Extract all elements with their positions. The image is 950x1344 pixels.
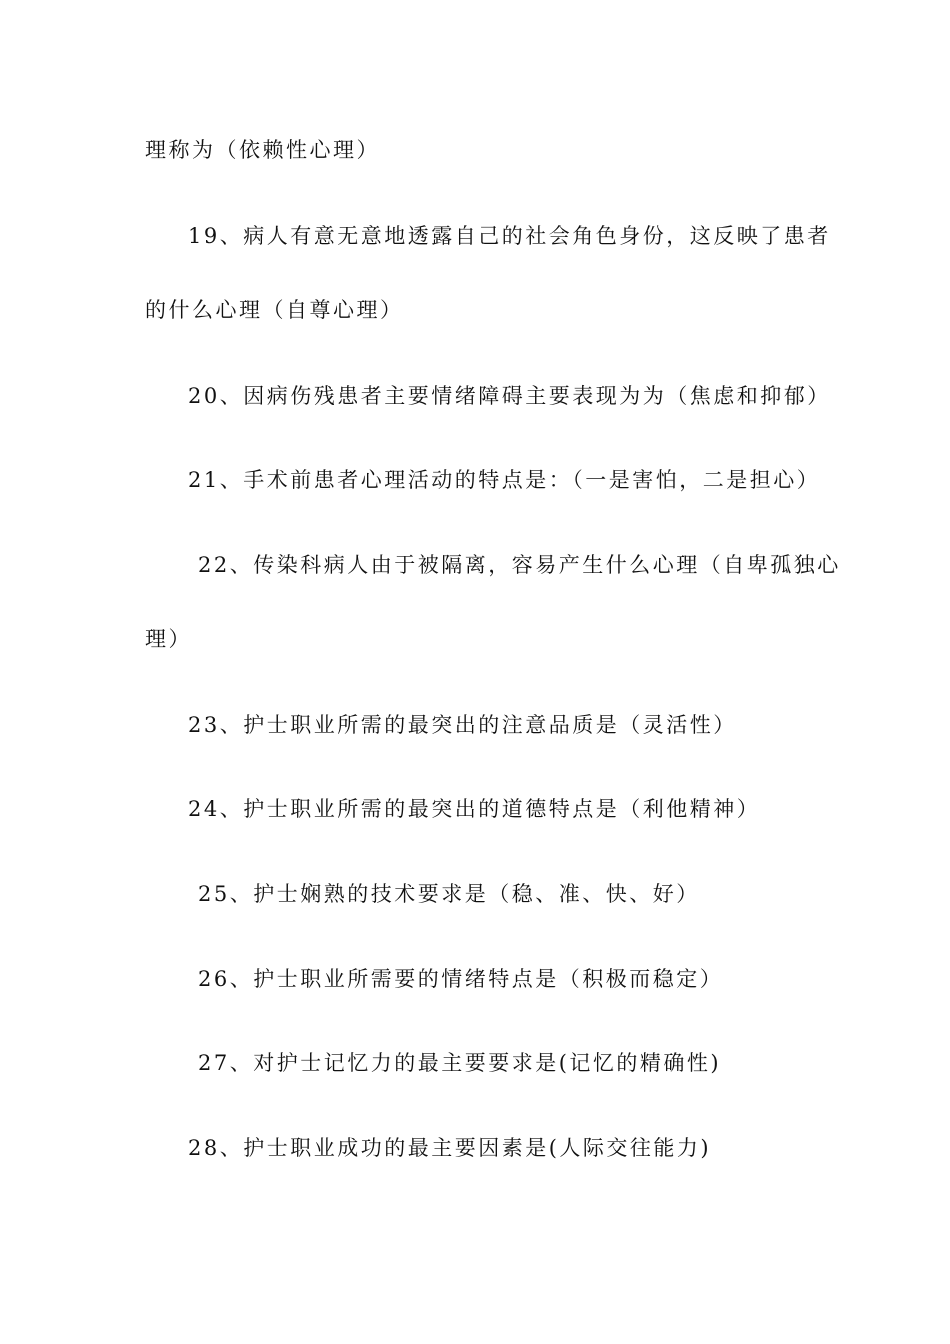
text-line-3: 的什么心理（自尊心理） bbox=[145, 298, 404, 322]
text-line-7: 理） bbox=[145, 627, 192, 651]
text-line-5: 21、手术前患者心理活动的特点是：（一是害怕，二是担心） bbox=[188, 468, 821, 492]
text-line-9: 24、护士职业所需的最突出的道德特点是（利他精神） bbox=[188, 797, 761, 821]
text-line-12: 27、对护士记忆力的最主要要求是(记忆的精确性) bbox=[198, 1051, 722, 1075]
text-line-1: 理称为（依赖性心理） bbox=[145, 138, 380, 162]
text-line-6: 22、传染科病人由于被隔离，容易产生什么心理（自卑孤独心 bbox=[198, 553, 841, 577]
text-line-4: 20、因病伤残患者主要情绪障碍主要表现为为（焦虑和抑郁） bbox=[188, 384, 831, 408]
text-line-13: 28、护士职业成功的最主要因素是(人际交往能力) bbox=[188, 1136, 712, 1160]
text-line-2: 19、病人有意无意地透露自己的社会角色身份，这反映了患者 bbox=[188, 224, 831, 248]
text-line-10: 25、护士娴熟的技术要求是（稳、准、快、好） bbox=[198, 882, 700, 906]
text-line-11: 26、护士职业所需要的情绪特点是（积极而稳定） bbox=[198, 967, 724, 991]
text-line-8: 23、护士职业所需的最突出的注意品质是（灵活性） bbox=[188, 713, 737, 737]
